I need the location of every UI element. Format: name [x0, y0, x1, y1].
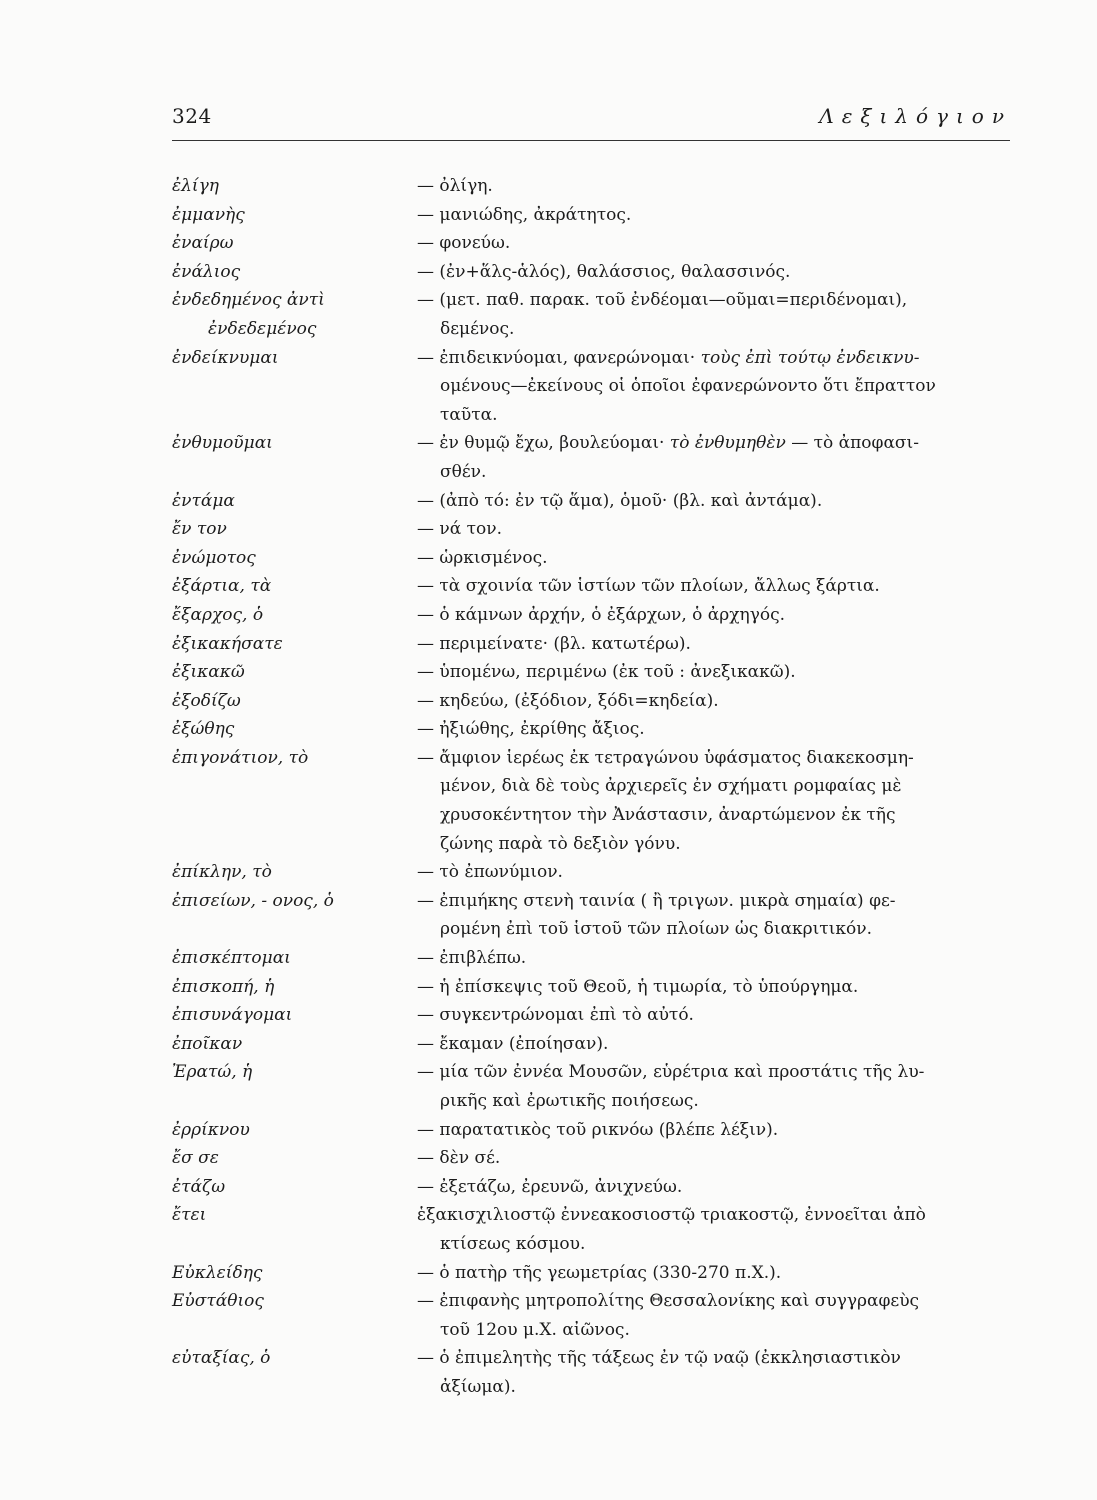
- definition-text: — μανιώδης, ἀκράτητος.: [417, 204, 632, 225]
- headword-text: ἐλίγη: [172, 176, 219, 196]
- definition: [417, 487, 1017, 516]
- headword: [172, 1173, 417, 1202]
- headword-text: ἐρρίκνου: [172, 1119, 250, 1140]
- headword: [172, 887, 417, 944]
- definition-text: ρομένη ἐπὶ τοῦ ἱστοῦ τῶν πλοίων ὡς διακριτικόν.: [440, 919, 872, 940]
- definition-text: — (μετ. παθ. παρακ. τοῦ ἐνδέομαι—οῦμαι=περιδένομαι),: [417, 290, 908, 311]
- headword-text: ἐξικακῶ: [172, 662, 245, 683]
- headword: [172, 858, 417, 887]
- definition-text: — ἄμφιον ἱερέως ἐκ τετραγώνου ὑφάσματος διακεκοσμη-: [417, 747, 914, 768]
- headword: [172, 973, 417, 1002]
- definition: [417, 858, 1017, 887]
- definition-text: — νά τον.: [417, 519, 502, 540]
- glossary-entry: [172, 544, 1017, 573]
- glossary-entry: [172, 572, 1017, 601]
- definition-text: — ἐπιβλέπω.: [417, 948, 527, 969]
- glossary-entry: [172, 229, 1017, 258]
- definition-line: [417, 801, 1017, 830]
- definition-text: — ὁ κάμνων ἀρχήν, ὁ ἐξάρχων, ὁ ἀρχηγός.: [417, 604, 786, 625]
- glossary-entry: [172, 944, 1017, 973]
- definition-text: — μία τῶν ἐννέα Μουσῶν, εὑρέτρια καὶ προστάτις τῆς λυ-: [417, 1062, 925, 1083]
- headword-text: ἐμμανὴς: [172, 204, 245, 225]
- headword: [172, 429, 417, 486]
- headword: [172, 172, 417, 201]
- headword-text: ἔσ σε: [172, 1148, 219, 1169]
- headword-text: Εὐστάθιος: [172, 1291, 264, 1312]
- definition-text: — ὀλίγη.: [417, 176, 493, 196]
- glossary-entry: [172, 344, 1017, 430]
- definition-line: [417, 630, 1017, 659]
- definition-line: [417, 830, 1017, 859]
- headword: [172, 630, 417, 659]
- glossary-entry: [172, 1259, 1017, 1288]
- definition: [417, 630, 1017, 659]
- headword-text: ἐντάμα: [172, 490, 235, 511]
- definition: [417, 1173, 1017, 1202]
- definition-line: [417, 429, 1017, 458]
- definition-line: [417, 1259, 1017, 1288]
- definition: [417, 1259, 1017, 1288]
- definition: [417, 1344, 1017, 1401]
- definition: [417, 601, 1017, 630]
- definition-line: [417, 201, 1017, 230]
- headword-text: ἐνάλιος: [172, 261, 241, 282]
- glossary-entry: [172, 630, 1017, 659]
- definition-text: δεμένος.: [440, 318, 515, 339]
- definition-line: [417, 487, 1017, 516]
- headword-text: Εὐκλείδης: [172, 1262, 263, 1283]
- headword-text: ἐπισκοπή, ἡ: [172, 976, 275, 997]
- definition-line: [417, 1373, 1017, 1402]
- headword-text: ἐπιγονάτιον, τὸ: [172, 747, 309, 768]
- glossary-entry: [172, 1287, 1017, 1344]
- headword: [172, 744, 417, 858]
- glossary-entry: [172, 201, 1017, 230]
- definition: [417, 658, 1017, 687]
- glossary-entry: [172, 429, 1017, 486]
- glossary-entry: [172, 487, 1017, 516]
- headword: [172, 572, 417, 601]
- headword: [172, 1116, 417, 1145]
- definition-line: [417, 1144, 1017, 1173]
- headword-text: ἐνδείκνυμαι: [172, 347, 279, 368]
- definition-text: — δὲν σέ.: [417, 1148, 501, 1169]
- definition-text: — (ἀπὸ τό: ἐν τῷ ἅμα), ὁμοῦ· (βλ. καὶ ἀντάμα).: [417, 490, 823, 511]
- glossary-entry: [172, 601, 1017, 630]
- definition-text: — ἐξετάζω, ἐρευνῶ, ἀνιχνεύω.: [417, 1176, 683, 1197]
- headword-text: ἐνδεδημένος ἀντὶ: [172, 290, 325, 311]
- definition: [417, 1201, 1017, 1258]
- headword: [172, 1201, 417, 1258]
- headword: [172, 1344, 417, 1401]
- definition: [417, 515, 1017, 544]
- definition: [417, 744, 1017, 858]
- glossary-entry: [172, 1144, 1017, 1173]
- definition-text: — ὑπομένω, περιμένω (ἐκ τοῦ : ἀνεξικακῶ).: [417, 662, 796, 683]
- running-head: Λεξιλόγιον: [819, 104, 1012, 128]
- definition-text: — ἡ ἐπίσκεψις τοῦ Θεοῦ, ἡ τιμωρία, τὸ ὑπούργημα.: [417, 976, 859, 997]
- definition-line: [417, 944, 1017, 973]
- definition-text: — τὸ ἀποφασι-: [791, 433, 919, 454]
- definition: [417, 572, 1017, 601]
- definition-line: [417, 1201, 1017, 1230]
- header-rule: [172, 140, 1010, 141]
- definition-quote: τὸ ἐνθυμηθὲν: [669, 433, 786, 454]
- definition-line: [417, 286, 1017, 315]
- definition: [417, 944, 1017, 973]
- glossary-entry: [172, 887, 1017, 944]
- definition: [417, 1058, 1017, 1115]
- definition-line: [417, 1316, 1017, 1345]
- definition-line: [417, 915, 1017, 944]
- headword: [172, 487, 417, 516]
- definition: [417, 544, 1017, 573]
- headword-text: ἐναίρω: [172, 233, 234, 254]
- definition-text: — ὁ ἐπιμελητὴς τῆς τάξεως ἐν τῷ ναῷ (ἐκκλησιαστικὸν: [417, 1348, 901, 1369]
- definition-text: μένον, διὰ δὲ τοὺς ἀρχιερεῖς ἐν σχήματι ρομφαίας μὲ: [440, 776, 902, 797]
- glossary-entry: [172, 258, 1017, 287]
- headword: [172, 944, 417, 973]
- definition-text: — ἐν θυμῷ ἔχω, βουλεύομαι·: [417, 433, 665, 454]
- definition: [417, 229, 1017, 258]
- definition-line: [417, 887, 1017, 916]
- definition-text: ζώνης παρὰ τὸ δεξιὸν γόνυ.: [440, 833, 681, 854]
- headword: [172, 1287, 417, 1344]
- glossary-entry: [172, 1201, 1017, 1258]
- definition-text: κτίσεως κόσμου.: [440, 1233, 586, 1254]
- headword-text: ἐνθυμοῦμαι: [172, 433, 273, 454]
- definition-line: [417, 401, 1017, 430]
- headword: [172, 658, 417, 687]
- definition-text: ἑξακισχιλιοστῷ ἐννεακοσιοστῷ τριακοστῷ, ἐννοεῖται ἀπὸ: [417, 1205, 926, 1226]
- definition: [417, 1287, 1017, 1344]
- headword: [172, 544, 417, 573]
- definition-line: [417, 1030, 1017, 1059]
- definition-line: [417, 1001, 1017, 1030]
- definition: [417, 1001, 1017, 1030]
- definition-text: σθέν.: [440, 461, 487, 482]
- definition: [417, 1116, 1017, 1145]
- glossary-entry: [172, 858, 1017, 887]
- definition-text: χρυσοκέντητον τὴν Ἀνάστασιν, ἀναρτώμενον ἐκ τῆς: [440, 805, 896, 826]
- definition: [417, 258, 1017, 287]
- headword: [172, 258, 417, 287]
- definition: [417, 1144, 1017, 1173]
- glossary-entry: [172, 973, 1017, 1002]
- definition-line: [417, 658, 1017, 687]
- glossary-entry: [172, 744, 1017, 858]
- definition-text: — κηδεύω, (ἐξόδιον, ξόδι=κηδεία).: [417, 690, 719, 711]
- definition-line: [417, 1087, 1017, 1116]
- glossary-entry: [172, 1344, 1017, 1401]
- definition-line: [417, 315, 1017, 344]
- definition-line: [417, 1173, 1017, 1202]
- definition-quote: τοὺς ἐπὶ τούτῳ ἐνδεικνυ-: [700, 347, 920, 368]
- definition: [417, 172, 1017, 201]
- headword: [172, 201, 417, 230]
- definition-text: — (ἐν+ἅλς-ἁλός), θαλάσσιος, θαλασσινός.: [417, 261, 791, 282]
- headword-text: ἐποῖκαν: [172, 1033, 243, 1054]
- definition: [417, 344, 1017, 430]
- glossary-entry: [172, 1001, 1017, 1030]
- definition-text: ρικῆς καὶ ἐρωτικῆς ποιήσεως.: [440, 1091, 699, 1111]
- definition: [417, 887, 1017, 944]
- definition-text: — τὸ ἐπωνύμιον.: [417, 862, 563, 883]
- definition-text: — φονεύω.: [417, 233, 511, 254]
- definition-line: [417, 1058, 1017, 1087]
- glossary-entry: [172, 687, 1017, 716]
- headword-continuation: ἐνδεδεμένος: [208, 318, 317, 339]
- headword: [172, 1030, 417, 1059]
- definition: [417, 687, 1017, 716]
- glossary-entry: [172, 715, 1017, 744]
- headword: [172, 1058, 417, 1115]
- glossary-entry: [172, 515, 1017, 544]
- definition-line: [417, 973, 1017, 1002]
- definition-line: [417, 715, 1017, 744]
- glossary-entry: [172, 286, 1017, 343]
- definition-line: [417, 258, 1017, 287]
- definition-line: [417, 772, 1017, 801]
- headword: [172, 1144, 417, 1173]
- definition: [417, 973, 1017, 1002]
- definition-text: — ἐπιμήκης στενὴ ταινία ( ἢ τριγων. μικρὰ σημαία) φε-: [417, 890, 896, 911]
- definition-text: — παρατατικὸς τοῦ ρικνόω (βλέπε λέξιν).: [417, 1119, 779, 1140]
- headword-text: ἐξικακήσατε: [172, 633, 283, 654]
- definition-text: ομένους—ἐκείνους οἱ ὁποῖοι ἐφανερώνοντο ὅτι ἔπραττον: [440, 376, 936, 397]
- glossary-entry: [172, 172, 1017, 201]
- definition-line: [417, 1287, 1017, 1316]
- definition-line: [417, 544, 1017, 573]
- headword: [172, 1001, 417, 1030]
- definition-line: [417, 1230, 1017, 1259]
- definition-text: — συγκεντρώνομαι ἐπὶ τὸ αὐτό.: [417, 1005, 694, 1026]
- definition-line: [417, 458, 1017, 487]
- definition-line: [417, 172, 1017, 201]
- headword-text: ἐτάζω: [172, 1176, 226, 1197]
- definition: [417, 429, 1017, 486]
- headword-text: ἐπισυνάγομαι: [172, 1005, 293, 1026]
- page-number: 324: [172, 104, 212, 128]
- definition-text: — ὁ πατὴρ τῆς γεωμετρίας (330-270 π.Χ.).: [417, 1262, 782, 1283]
- definition: [417, 286, 1017, 343]
- definition-line: [417, 229, 1017, 258]
- headword-text: ἐξώθης: [172, 719, 235, 740]
- definition-line: [417, 515, 1017, 544]
- definition-line: [417, 601, 1017, 630]
- definition-text: — τὰ σχοινία τῶν ἱστίων τῶν πλοίων, ἄλλως ξάρτια.: [417, 576, 880, 597]
- definition-text: — ὡρκισμένος.: [417, 547, 548, 568]
- headword: [172, 229, 417, 258]
- glossary-list: [172, 172, 1017, 1402]
- definition-line: [417, 1344, 1017, 1373]
- definition: [417, 1030, 1017, 1059]
- definition-line: [417, 1116, 1017, 1145]
- definition-text: — ἐπιφανὴς μητροπολίτης Θεσσαλονίκης καὶ συγγραφεὺς: [417, 1291, 920, 1312]
- definition: [417, 201, 1017, 230]
- headword-text: ἐπισκέπτομαι: [172, 948, 291, 969]
- definition-text: ταῦτα.: [440, 404, 498, 425]
- definition-text: — ἠξιώθης, ἐκρίθης ἄξιος.: [417, 719, 645, 740]
- headword: [172, 1259, 417, 1288]
- definition-line: [417, 344, 1017, 373]
- headword-text: ἔν τον: [172, 519, 227, 540]
- glossary-entry: [172, 1058, 1017, 1115]
- definition-line: [417, 744, 1017, 773]
- headword-text: ἐπίκλην, τὸ: [172, 862, 272, 883]
- headword-text: ἔξαρχος, ὁ: [172, 604, 264, 625]
- headword: [172, 286, 417, 343]
- definition-line: [417, 572, 1017, 601]
- headword-text: ἔτει: [172, 1205, 207, 1226]
- headword: [172, 344, 417, 430]
- definition-text: — ἔκαμαν (ἐποίησαν).: [417, 1033, 609, 1054]
- definition-line: [417, 372, 1017, 401]
- definition-text: ἀξίωμα).: [440, 1376, 516, 1397]
- headword: [172, 687, 417, 716]
- headword: [172, 715, 417, 744]
- headword-text: ἐπισείων, - ονος, ὁ: [172, 890, 334, 911]
- headword-text: ἐξοδίζω: [172, 690, 241, 711]
- headword-text: Ἐρατώ, ἡ: [172, 1062, 253, 1083]
- definition-text: — ἐπιδεικνύομαι, φανερώνομαι·: [417, 347, 696, 368]
- headword: [172, 601, 417, 630]
- definition-line: [417, 687, 1017, 716]
- headword-text: ἐξάρτια, τὰ: [172, 576, 272, 597]
- headword-text: ἐνώμοτος: [172, 547, 256, 568]
- definition-text: — περιμείνατε· (βλ. κατωτέρω).: [417, 633, 691, 654]
- glossary-entry: [172, 1030, 1017, 1059]
- definition-line: [417, 858, 1017, 887]
- definition: [417, 715, 1017, 744]
- glossary-entry: [172, 658, 1017, 687]
- headword-text: εὐταξίας, ὁ: [172, 1348, 271, 1369]
- glossary-entry: [172, 1116, 1017, 1145]
- headword: [172, 515, 417, 544]
- glossary-entry: [172, 1173, 1017, 1202]
- definition-text: τοῦ 12ου μ.Χ. αἰῶνος.: [440, 1319, 630, 1340]
